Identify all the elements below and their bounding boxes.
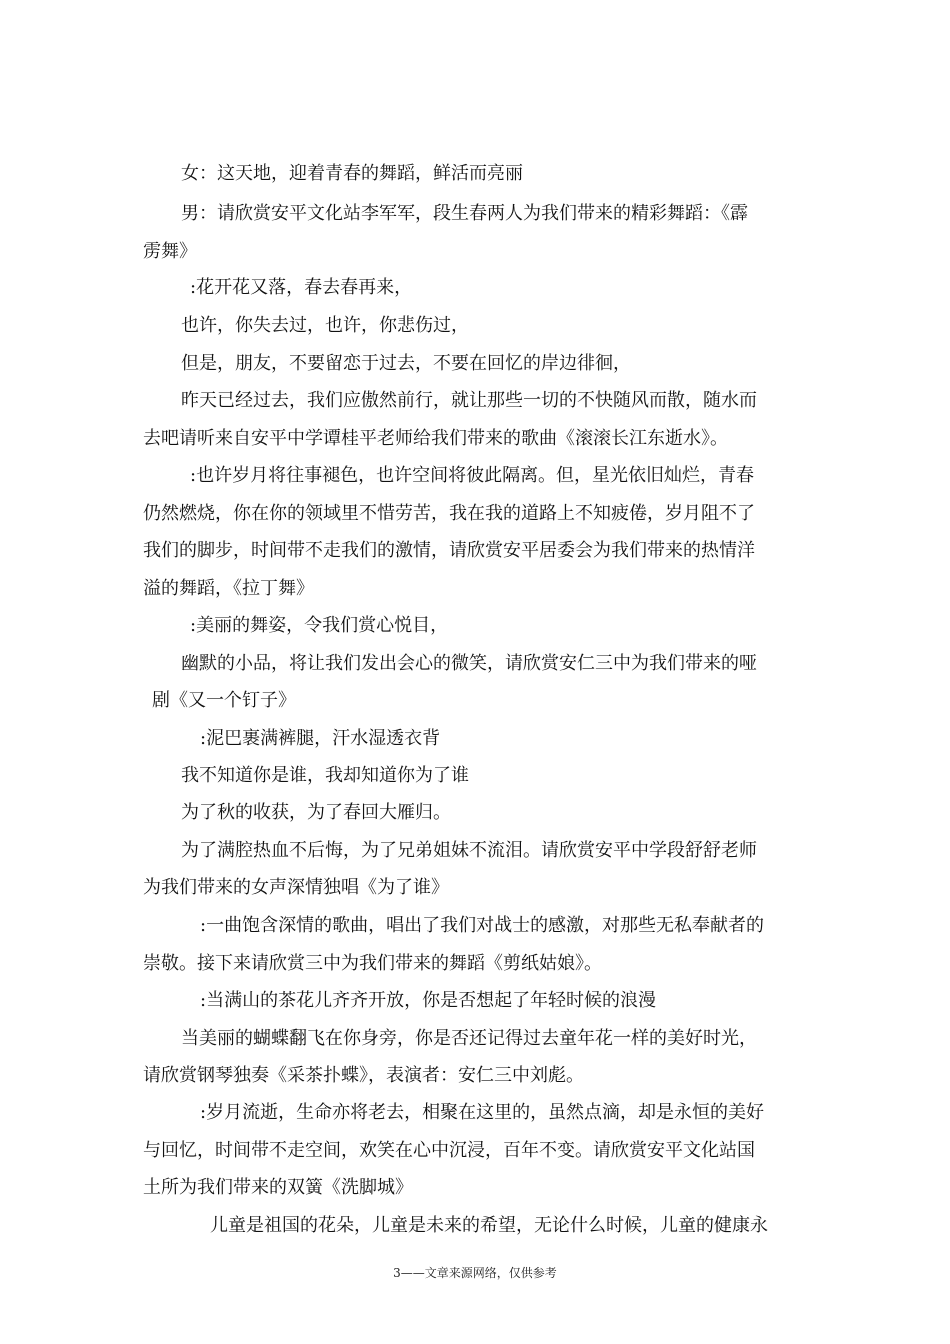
text-line: 当美丽的蝴蝶翻飞在你身旁，你是否还记得过去童年花一样的美好时光， bbox=[181, 1028, 757, 1049]
text-line: :当满山的茶花儿齐齐开放，你是否想起了年轻时候的浪漫 bbox=[200, 990, 657, 1011]
text-line: 为了满腔热血不后悔，为了兄弟姐妹不流泪。请欣赏安平中学段舒舒老师 bbox=[181, 840, 757, 861]
text-line: 溢的舞蹈，《拉丁舞》 bbox=[143, 578, 314, 599]
text-line: 男：请欣赏安平文化站李军军，段生春两人为我们带来的精彩舞蹈：《霹 bbox=[181, 203, 748, 224]
text-line: 为我们带来的女声深情独唱《为了谁》 bbox=[143, 877, 449, 898]
text-line: 女：这天地，迎着青春的舞蹈，鲜活而亮丽 bbox=[181, 163, 523, 184]
page-footer: 3——文章来源网络，仅供参考 bbox=[393, 1266, 557, 1280]
text-line: 但是，朋友，不要留恋于过去，不要在回忆的岸边徘徊， bbox=[181, 353, 631, 374]
text-line: 我们的脚步，时间带不走我们的激情，请欣赏安平居委会为我们带来的热情洋 bbox=[143, 540, 755, 561]
text-line: 崇敬。接下来请欣赏三中为我们带来的舞蹈《剪纸姑娘》。 bbox=[143, 953, 602, 974]
text-line: 我不知道你是谁，我却知道你为了谁 bbox=[181, 765, 469, 786]
text-line: 去吧请听来自安平中学谭桂平老师给我们带来的歌曲《滚滚长江东逝水》。 bbox=[143, 428, 728, 449]
text-line: 昨天已经过去，我们应傲然前行，就让那些一切的不快随风而散，随水而 bbox=[181, 390, 757, 411]
text-line: :花开花又落，春去春再来， bbox=[190, 277, 413, 298]
text-line: :泥巴裹满裤腿，汗水湿透衣背 bbox=[200, 728, 441, 749]
text-line: 仍然燃烧，你在你的领域里不惜劳苦，我在我的道路上不知疲倦，岁月阻不了 bbox=[143, 503, 755, 524]
text-line: 幽默的小品，将让我们发出会心的微笑，请欣赏安仁三中为我们带来的哑 bbox=[181, 653, 757, 674]
text-line: 雳舞》 bbox=[143, 241, 197, 262]
text-line: 与回忆，时间带不走空间，欢笑在心中沉浸，百年不变。请欣赏安平文化站国 bbox=[143, 1140, 755, 1161]
text-line: :一曲饱含深情的歌曲，唱出了我们对战士的感激，对那些无私奉献者的 bbox=[200, 915, 765, 936]
text-line: 为了秋的收获，为了春回大雁归。 bbox=[181, 802, 451, 823]
text-line: 也许，你失去过，也许，你悲伤过， bbox=[181, 315, 469, 336]
text-line: 请欣赏钢琴独奏《采茶扑蝶》，表演者：安仁三中刘彪。 bbox=[143, 1065, 584, 1086]
text-line: :岁月流逝，生命亦将老去，相聚在这里的，虽然点滴，却是永恒的美好 bbox=[200, 1102, 765, 1123]
text-line: 儿童是祖国的花朵，儿童是未来的希望，无论什么时候，儿童的健康永 bbox=[210, 1215, 768, 1236]
text-line: :美丽的舞姿，令我们赏心悦目， bbox=[190, 615, 449, 636]
text-line: 剧《又一个钉子》 bbox=[152, 690, 296, 711]
text-line: 土所为我们带来的双簧《洗脚城》 bbox=[143, 1177, 413, 1198]
text-line: :也许岁月将往事褪色，也许空间将彼此隔离。但，星光依旧灿烂，青春 bbox=[190, 465, 755, 486]
